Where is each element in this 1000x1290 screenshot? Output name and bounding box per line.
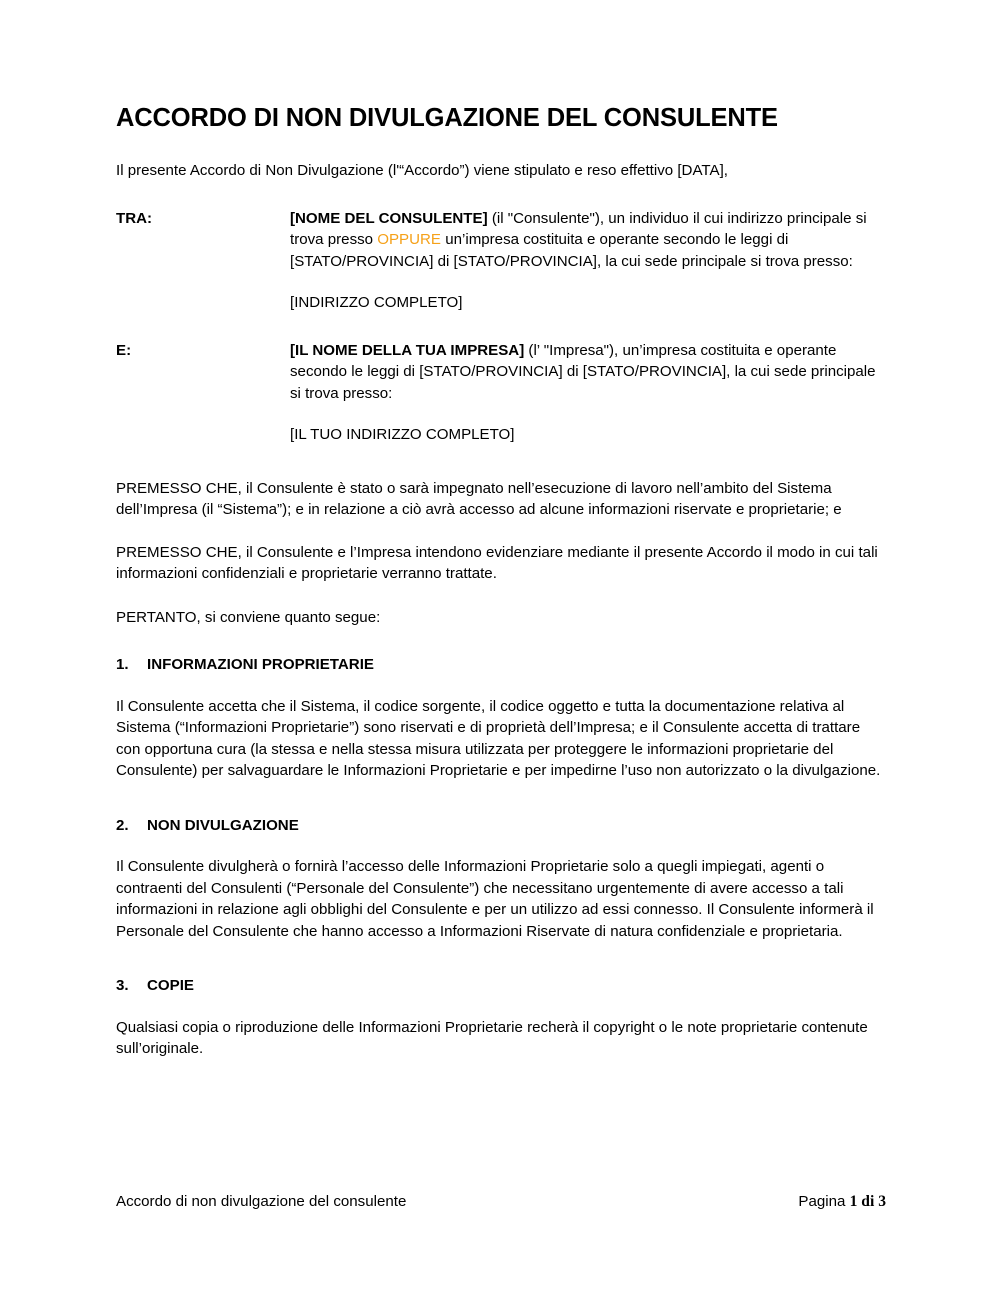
section-3-body: Qualsiasi copia o riproduzione delle Informazioni Proprietarie recherà il copyright o le note proprietarie contenute sull’originale. — [116, 1018, 868, 1058]
document-body — [116, 104, 886, 1060]
section-2-number: 2. — [116, 816, 129, 834]
party-block-company — [116, 340, 886, 446]
section-3-title: COPIE — [147, 977, 194, 995]
section-1-heading — [116, 654, 886, 676]
recital-paragraph-1: PREMESSO CHE, il Consulente è stato o sarà impegnato nell’esecuzione di lavoro nell’ambito del Sistema dell’Impresa (il “Sistema”); e in relazione a ciò avrà accesso ad alcune informazioni riservate e proprietarie; e — [116, 479, 842, 519]
recital-paragraph-2: PREMESSO CHE, il Consulente e l’Impresa intendono evidenziare mediante il presente Accordo il modo in cui tali informazioni confidenziali e proprietarie verranno trattate. — [116, 543, 878, 583]
party-body-company — [290, 340, 886, 446]
party-body-consultant — [290, 208, 886, 314]
page-title: ACCORDO DI NON DIVULGAZIONE DEL CONSULENTE — [116, 104, 778, 132]
spacer-section-1-2 — [116, 782, 886, 815]
party-description-consultant — [290, 208, 886, 273]
section-1-number: 1. — [116, 656, 129, 674]
consultant-address-placeholder: [INDIRIZZO COMPLETO] — [290, 294, 463, 312]
section-3-number: 3. — [116, 977, 129, 995]
party-label-tra: TRA: — [116, 209, 153, 227]
spacer-between-parties — [116, 314, 886, 340]
footer-page-prefix: Pagina — [798, 1193, 850, 1210]
section-2 — [116, 815, 886, 943]
footer-document-name: Accordo di non divulgazione del consulente — [116, 1193, 407, 1210]
highlight-oppure: OPPURE — [377, 231, 441, 249]
section-3-heading — [116, 975, 886, 997]
spacer-after-agreement-line — [116, 628, 886, 654]
section-3 — [116, 975, 886, 1060]
spacer-after-parties — [116, 446, 886, 478]
party-block-consultant — [116, 208, 886, 314]
section-1-title: INFORMAZIONI PROPRIETARIE — [147, 656, 374, 674]
company-address-placeholder: [IL TUO INDIRIZZO COMPLETO] — [290, 426, 515, 444]
footer-page-number — [798, 1192, 886, 1212]
consultant-name-placeholder: [NOME DEL CONSULENTE] — [290, 209, 488, 227]
consultant-text-before-highlight: (il "Consulente"), un individuo il cui indirizzo principale si trova presso — [290, 209, 867, 249]
section-2-body: Il Consulente divulgherà o fornirà l’accesso delle Informazioni Proprietarie solo a quegli impiegati, agenti o contraenti del Consulenti (“Personale del Consulente”) che necessitano urgentemente di avere accesso a tali informazioni in relazione agli obblighi del Consulente e per un utilizzo ad essi connesso. Il Consulente informerà il Personale del Consulente che hanno accesso a Informazioni Riservate di natura confidenziale e proprietaria. — [116, 858, 874, 940]
consultant-text-after-highlight: un’impresa costituita e operante secondo le leggi di [STATO/PROVINCIA] di [STATO/PROVINCIA], la cui sede principale si trova presso: — [290, 231, 853, 270]
section-2-title: NON DIVULGAZIONE — [147, 816, 299, 834]
spacer-before-agreement-line — [116, 585, 886, 607]
footer-page-count: 1 di 3 — [849, 1193, 886, 1210]
page-footer — [116, 1192, 886, 1212]
section-1 — [116, 654, 886, 782]
agreement-line: PERTANTO, si conviene quanto segue: — [116, 608, 381, 626]
party-label-e: E: — [116, 341, 132, 359]
party-description-company — [290, 340, 886, 405]
spacer-section-2-3 — [116, 942, 886, 975]
intro-paragraph: Il presente Accordo di Non Divulgazione (l'“Accordo”) viene stipulato e reso effettivo [DATA], — [116, 162, 728, 180]
section-2-heading — [116, 815, 886, 837]
company-text: (l’ "Impresa"), un’impresa costituita e operante secondo le leggi di [STATO/PROVINCIA] di [STATO/PROVINCIA], la cui sede principale si trova presso: — [290, 341, 876, 402]
section-1-body: Il Consulente accetta che il Sistema, il codice sorgente, il codice oggetto e tutta la documentazione relativa al Sistema (“Informazioni Proprietarie”) sono riservati e di proprietà dell’Impresa; e il Consulente accetta di trattare con opportuna cura (la stessa e nella stessa misura utilizzata per proteggere le informazioni proprietarie del Consulente) per salvaguardare le Informazioni Proprietarie e per impedirne l’uso non autorizzato o la divulgazione. — [116, 697, 881, 780]
company-name-placeholder: [IL NOME DELLA TUA IMPRESA] — [290, 341, 525, 359]
